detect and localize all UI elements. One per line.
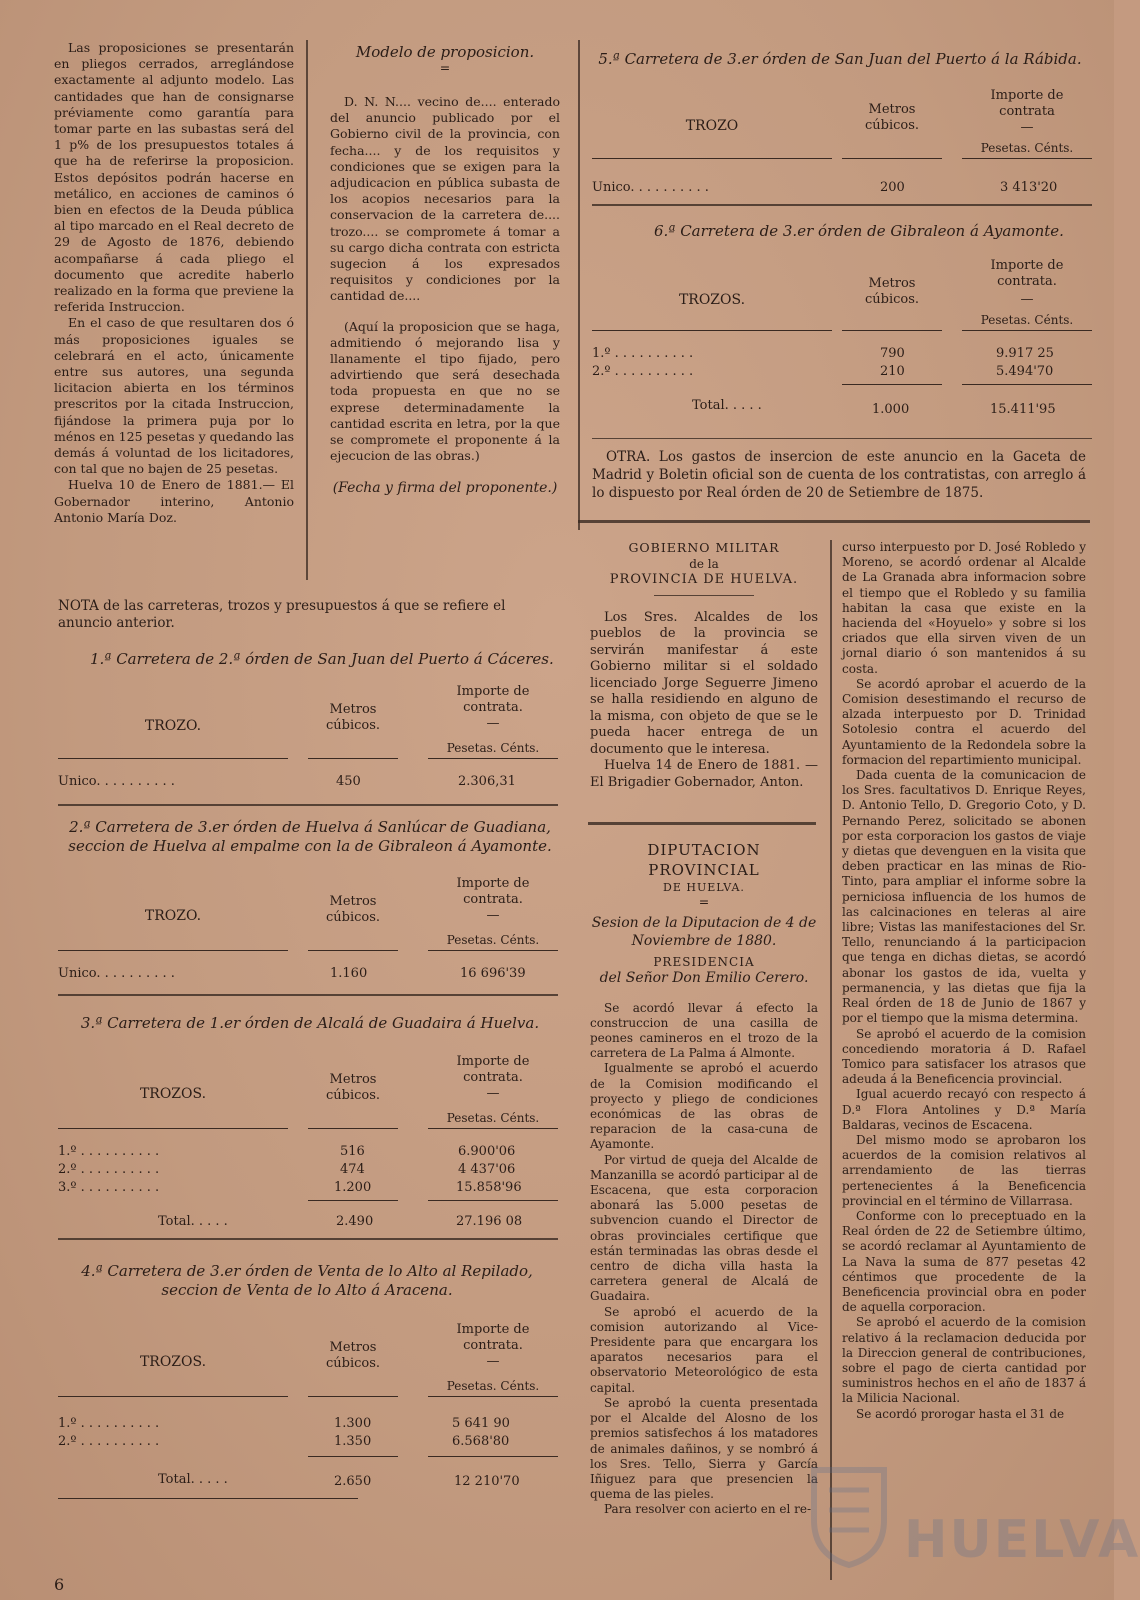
page-number: 6 (54, 1575, 65, 1594)
table1 (58, 684, 558, 794)
row-importe: 6.900'06 (458, 1144, 516, 1159)
row-metros: 210 (880, 364, 905, 379)
militar-heading-provincia: PROVINCIA DE HUELVA. (609, 572, 799, 588)
paragraph: (Aquí la proposicion que se haga, admitiendo ó mejorando lisa y llanamente el tipo fijado, pero advirtiendo que será desechada toda propuesta en que no se exprese determinadamente la cantidad escrita en letra, por la que se compromete el proponente á la ejecucion de las obras.) (330, 318, 560, 464)
pesetas-header: Pesetas. Cénts. (446, 1379, 540, 1393)
table5-title: 5.ª Carretera de 3.er órden de San Juan del Puerto á la Rábida. (598, 50, 1082, 68)
trozo-header: TROZO (685, 118, 739, 134)
militar-heading: GOBIERNO MILITAR (628, 540, 780, 555)
table4-title: 4.ª Carretera de 3.er órden de Venta de lo Alto al Repilado, seccion de Venta de lo Alto á Aracena. (81, 1262, 533, 1299)
total-label: Total. . . . . (158, 1214, 228, 1229)
total-label: Total. . . . . (158, 1472, 228, 1487)
importe-header: Importe de contrata. (456, 1322, 530, 1353)
dash: — (486, 908, 500, 923)
president-name: del Señor Don Emilio Cerero. (599, 970, 809, 987)
table3-title: 3.ª Carretera de 1.er órden de Alcalá de Guadaira á Huelva. (80, 1014, 540, 1032)
importe-header: Importe de contrata. (990, 258, 1064, 289)
column-divider (830, 540, 832, 1580)
trozos-header: TROZOS. (139, 1086, 207, 1102)
signature-note: (Fecha y firma del proponente.) (332, 480, 558, 497)
paragraph: Se aprobó el acuerdo de la comision concediendo moratoria á D. Rafael Tomico para satisfacer los atrasos que adeuda á la Beneficencia provincial. (842, 1026, 1086, 1087)
row-metros: 450 (336, 774, 361, 789)
importe-header: Importe de contrata (990, 88, 1064, 119)
total-importe: 27.196 08 (456, 1214, 523, 1229)
diputacion-heading: DIPUTACION PROVINCIAL (647, 841, 761, 879)
column-diputacion (590, 840, 818, 1518)
total-metros: 2.490 (336, 1214, 374, 1229)
row-metros: 1.160 (330, 966, 368, 981)
row-label: 3.º . . . . . . . . . . (58, 1180, 160, 1195)
total-importe: 12 210'70 (454, 1474, 520, 1489)
pesetas-header: Pesetas. Cénts. (446, 1111, 540, 1125)
table6-title: 6.ª Carretera de 3.er órden de Gibraleon á Ayamonte. (654, 222, 1064, 240)
row-label: 2.º . . . . . . . . . . (58, 1162, 160, 1177)
row-metros: 474 (340, 1162, 365, 1177)
section-rule (592, 204, 1092, 206)
model-title: Modelo de proposicion. (355, 43, 535, 61)
main-column-divider (578, 40, 580, 530)
dash: — (486, 716, 500, 731)
row-label: 1.º . . . . . . . . . . (58, 1416, 160, 1431)
row-label: Unico. . . . . . . . . . (58, 966, 175, 981)
metros-header: Metros cúbicos. (325, 1072, 381, 1103)
diputacion-heading-huelva: DE HUELVA. (663, 881, 745, 894)
watermark-text: HUELVA (904, 1510, 1140, 1570)
row-label: Unico. . . . . . . . . . (58, 774, 175, 789)
otra-text: OTRA. Los gastos de insercion de este anuncio en la Gaceta de Madrid y Boletin oficial son de cuenta de los contratistas, con arreglo á lo dispuesto por Real órden de 20 de Setiembre de 1875. (592, 449, 1086, 501)
paragraph: Igualmente se aprobó el acuerdo de la Comision modificando el proyecto y pliego de condiciones económicas de las obras de reparacion de la casa-cuna de Ayamonte. (590, 1061, 818, 1152)
dash: — (486, 1354, 500, 1369)
nota-text: NOTA de las carreteras, trozos y presupuestos á que se refiere el anuncio anterior. (58, 598, 506, 631)
total-label: Total. . . . . (692, 398, 762, 413)
total-metros: 1.000 (872, 402, 910, 417)
paragraph: Se acordó llevar á efecto la construccion de una casilla de peones camineros en el trozo de la carretera de La Palma á Almonte. (590, 1000, 818, 1061)
section-rule (588, 822, 816, 825)
trozos-header: TROZOS. (678, 292, 746, 308)
dash: — (486, 1086, 500, 1101)
section-rule (58, 1238, 558, 1240)
row-metros: 1.200 (334, 1180, 372, 1195)
row-importe: 6.568'80 (452, 1434, 510, 1449)
paragraph: curso interpuesto por D. José Robledo y Moreno, se acordó ordenar al Alcalde de La Granada abra informacion sobre el tiempo que el Robledo y su familia habitan la casa que existe en la hacienda del «Hoyuelo» y sobre si los criados que ella sirven viven de un jornal diario ó son mantenidos á su costa. (842, 540, 1086, 676)
importe-header: Importe de contrata. (456, 1054, 530, 1085)
paragraph: Dada cuenta de la comunicacion de los Sres. facultativos D. Enrique Reyes, D. Antonio Tello, D. Gregorio Coto, y D. Pernando Perez, solicitado se abonen por esta corporacion los gastos de viaje y dietas que devenguen en la visita que deben practicar en las minas de Rio-Tinto, para ampliar el informe sobre la perniciosa influencia de los humos de las calcinaciones en teleras al aire libre; Vistas las manifestaciones del Sr. Tello, renunciando á la participacion que tenga en dichas dietas, se acordó abonar los gastos de ida, vuelta y permanencia, y las dietas que fija la Real órden de 18 de Junio de 1867 y por el tiempo que la misma determina. (842, 768, 1086, 1026)
paragraph: Para resolver con acierto en el re- (604, 1502, 812, 1517)
paragraph: Huelva 14 de Enero de 1881. —El Brigadier Gobernador, Anton. (590, 758, 818, 790)
dash: — (1020, 292, 1034, 307)
dash: — (1020, 120, 1034, 135)
metros-header: Metros cúbicos. (864, 276, 920, 307)
column-conditions (54, 40, 294, 526)
title-ornament: = (439, 60, 451, 75)
paragraph: Se acordó aprobar el acuerdo de la Comision desestimando el recurso de alzada interpuesto por D. Trinidad Sotolesio contra el acuerdo del Ayuntamiento de la Redondela sobre la formacion del repartimiento municipal. (842, 676, 1086, 767)
metros-header: Metros cúbicos. (864, 102, 920, 133)
paragraph: Se aprobó el acuerdo de la comision relativo á la reclamacion deducida por la Direccion general de contribuciones, sobre el pago de cierta cantidad por suministros hechos en el año de 1837 á la Milicia Nacional. (842, 1315, 1086, 1406)
row-importe: 2.306,31 (458, 774, 516, 789)
row-label: 1.º . . . . . . . . . . (592, 346, 694, 361)
table2-title: 2.ª Carretera de 3.er órden de Huelva á Sanlúcar de Guadiana, seccion de Huelva al empalme con la de Gibraleon á Ayamonte. (68, 818, 552, 855)
trozos-header: TROZOS. (139, 1354, 207, 1370)
paragraph: Los Sres. Alcaldes de los pueblos de la provincia se servirán manifestar á este Gobierno militar si el soldado licenciado Jorge Seguerre Jimeno se halla residiendo en alguno de la misma, con objeto de que se le pueda hacer entrega de un documento que le interesa. (590, 609, 818, 757)
session-title: Sesion de la Diputacion de 4 de Noviembre de 1880. (591, 915, 817, 950)
metros-header: Metros cúbicos. (325, 894, 381, 925)
column-model (330, 42, 560, 497)
paragraph: Del mismo modo se aprobaron los acuerdos de la comision relativos al arrendamiento de las tierras pertenecientes á la Beneficencia provincial en el término de Villarrasa. (842, 1132, 1086, 1208)
pesetas-header: Pesetas. Cénts. (980, 141, 1074, 155)
column-divider (306, 40, 308, 580)
paragraph: Las proposiciones se presentarán en pliegos cerrados, arreglándose exactamente al adjunto modelo. Las cantidades que han de consignarse préviamente como garantía para tomar parte en las subastas será del 1 p% de los presupuestos totales á que ha de referirse la proposicion. Estos depósitos podrán hacerse en metálico, en acciones de caminos ó bien en efectos de la Deuda pública al tipo marcado en el Real decreto de 29 de Agosto de 1876, debiendo acompañarse á cada pliego el documento que acredite haberlo realizado en la forma que previene la referida Instruccion. (54, 40, 294, 315)
metros-header: Metros cúbicos. (325, 1340, 381, 1371)
presidencia-heading: PRESIDENCIA (653, 955, 755, 970)
trozo-header: TROZO. (144, 718, 202, 734)
row-importe: 16 696'39 (460, 966, 526, 981)
column-gobierno-militar (590, 540, 818, 791)
militar-heading-de: de la (689, 557, 719, 572)
section-rule (58, 994, 558, 996)
total-metros: 2.650 (334, 1474, 372, 1489)
nota-heading (58, 598, 558, 632)
pesetas-header: Pesetas. Cénts. (446, 933, 540, 947)
table6 (592, 250, 1092, 430)
row-label: 2.º . . . . . . . . . . (592, 364, 694, 379)
row-importe: 3 413'20 (1000, 180, 1058, 195)
paragraph: Se acordó prorogar hasta el 31 de (856, 1406, 1065, 1421)
row-label: 2.º . . . . . . . . . . (58, 1434, 160, 1449)
title-ornament: = (698, 894, 710, 910)
importe-header: Importe de contrata. (456, 876, 530, 907)
paragraph: Igual acuerdo recayó con respecto á D.ª Flora Antolines y D.ª María Baldaras, vecinos de Escacena. (842, 1087, 1086, 1132)
table2 (58, 872, 558, 982)
row-importe: 4 437'06 (458, 1162, 516, 1177)
paragraph: Se aprobó la cuenta presentada por el Alcalde del Alosno de los premios satisfechos á los matadores de animales dañinos, y se nombró á los Sres. Tello, Sierra y García Iñiguez para que presencien la quema de las pieles. (590, 1395, 818, 1502)
table1-title: 1.ª Carretera de 2.ª órden de San Juan del Puerto á Cáceres. (90, 650, 554, 668)
row-metros: 516 (340, 1144, 365, 1159)
total-importe: 15.411'95 (990, 402, 1056, 417)
section-rule (58, 804, 558, 806)
otra-notice (592, 448, 1086, 502)
paragraph: D. N. N.... vecino de.... enterado del anuncio publicado por el Gobierno civil de la provincia, con fecha.... y de los requisitos y condiciones que se exigen para la adjudicacion en pública subasta de los acopios necesarios para la conservacion de la carretera de.... trozo.... se compromete á tomar a su cargo dicha contrata con estricta sugecion á los expresados requisitos y condiciones por la cantidad de.... (330, 94, 560, 304)
row-metros: 790 (880, 346, 905, 361)
row-importe: 5.494'70 (996, 364, 1054, 379)
paragraph: Se aprobó el acuerdo de la comision autorizando al Vice-Presidente para que encargara los aparatos necesarios para el observatorio Meteorológico de esta capital. (590, 1304, 818, 1395)
row-importe: 9.917 25 (996, 346, 1054, 361)
row-importe: 5 641 90 (452, 1416, 510, 1431)
paragraph: En el caso de que resultaren dos ó más proposiciones iguales se celebrará en el acto, únicamente entre sus autores, una segunda licitacion abierta en los términos prescritos por la citada Instruccion, fijándose la primera puja por lo ménos en 125 pesetas y quedando las demás á voluntad de los licitadores, con tal que no bajen de 25 pesetas. (54, 315, 294, 477)
signature-paragraph: Huelva 10 de Enero de 1881.— El Gobernador interino, Antonio Antonio María Doz. (54, 477, 294, 525)
table5 (592, 88, 1092, 198)
importe-header: Importe de contrata. (456, 684, 530, 715)
table3 (58, 1050, 558, 1230)
pesetas-header: Pesetas. Cénts. (980, 313, 1074, 327)
row-metros: 1.300 (334, 1416, 372, 1431)
paragraph: Conforme con lo preceptuado en la Real órden de 22 de Setiembre último, se acordó reclamar al Ayuntamiento de La Nava la suma de 877 pesetas 42 céntimos que procedente de la Beneficencia provincial obra en poder de aquella corporacion. (842, 1208, 1086, 1315)
archive-watermark (784, 1450, 1140, 1580)
row-importe: 15.858'96 (456, 1180, 522, 1195)
shield-icon (804, 1460, 894, 1570)
pesetas-header: Pesetas. Cénts. (446, 741, 540, 755)
row-metros: 1.350 (334, 1434, 372, 1449)
metros-header: Metros cúbicos. (325, 702, 381, 733)
trozo-header: TROZO. (144, 908, 202, 924)
column-continuation (842, 540, 1086, 1422)
section-rule (578, 520, 1090, 523)
table4 (58, 1318, 558, 1508)
section-rule (592, 438, 1092, 439)
row-label: 1.º . . . . . . . . . . (58, 1144, 160, 1159)
row-label: Unico. . . . . . . . . . (592, 180, 709, 195)
row-metros: 200 (880, 180, 905, 195)
paragraph: Por virtud de queja del Alcalde de Manzanilla se acordó participar al de Escacena, que esta corporacion abonará las 5.000 pesetas de subvencion cuando el Director de obras provinciales certifique que están terminadas las obras desde el centro de dicha villa hasta la carretera general de Alcalá de Guadaira. (590, 1152, 818, 1304)
